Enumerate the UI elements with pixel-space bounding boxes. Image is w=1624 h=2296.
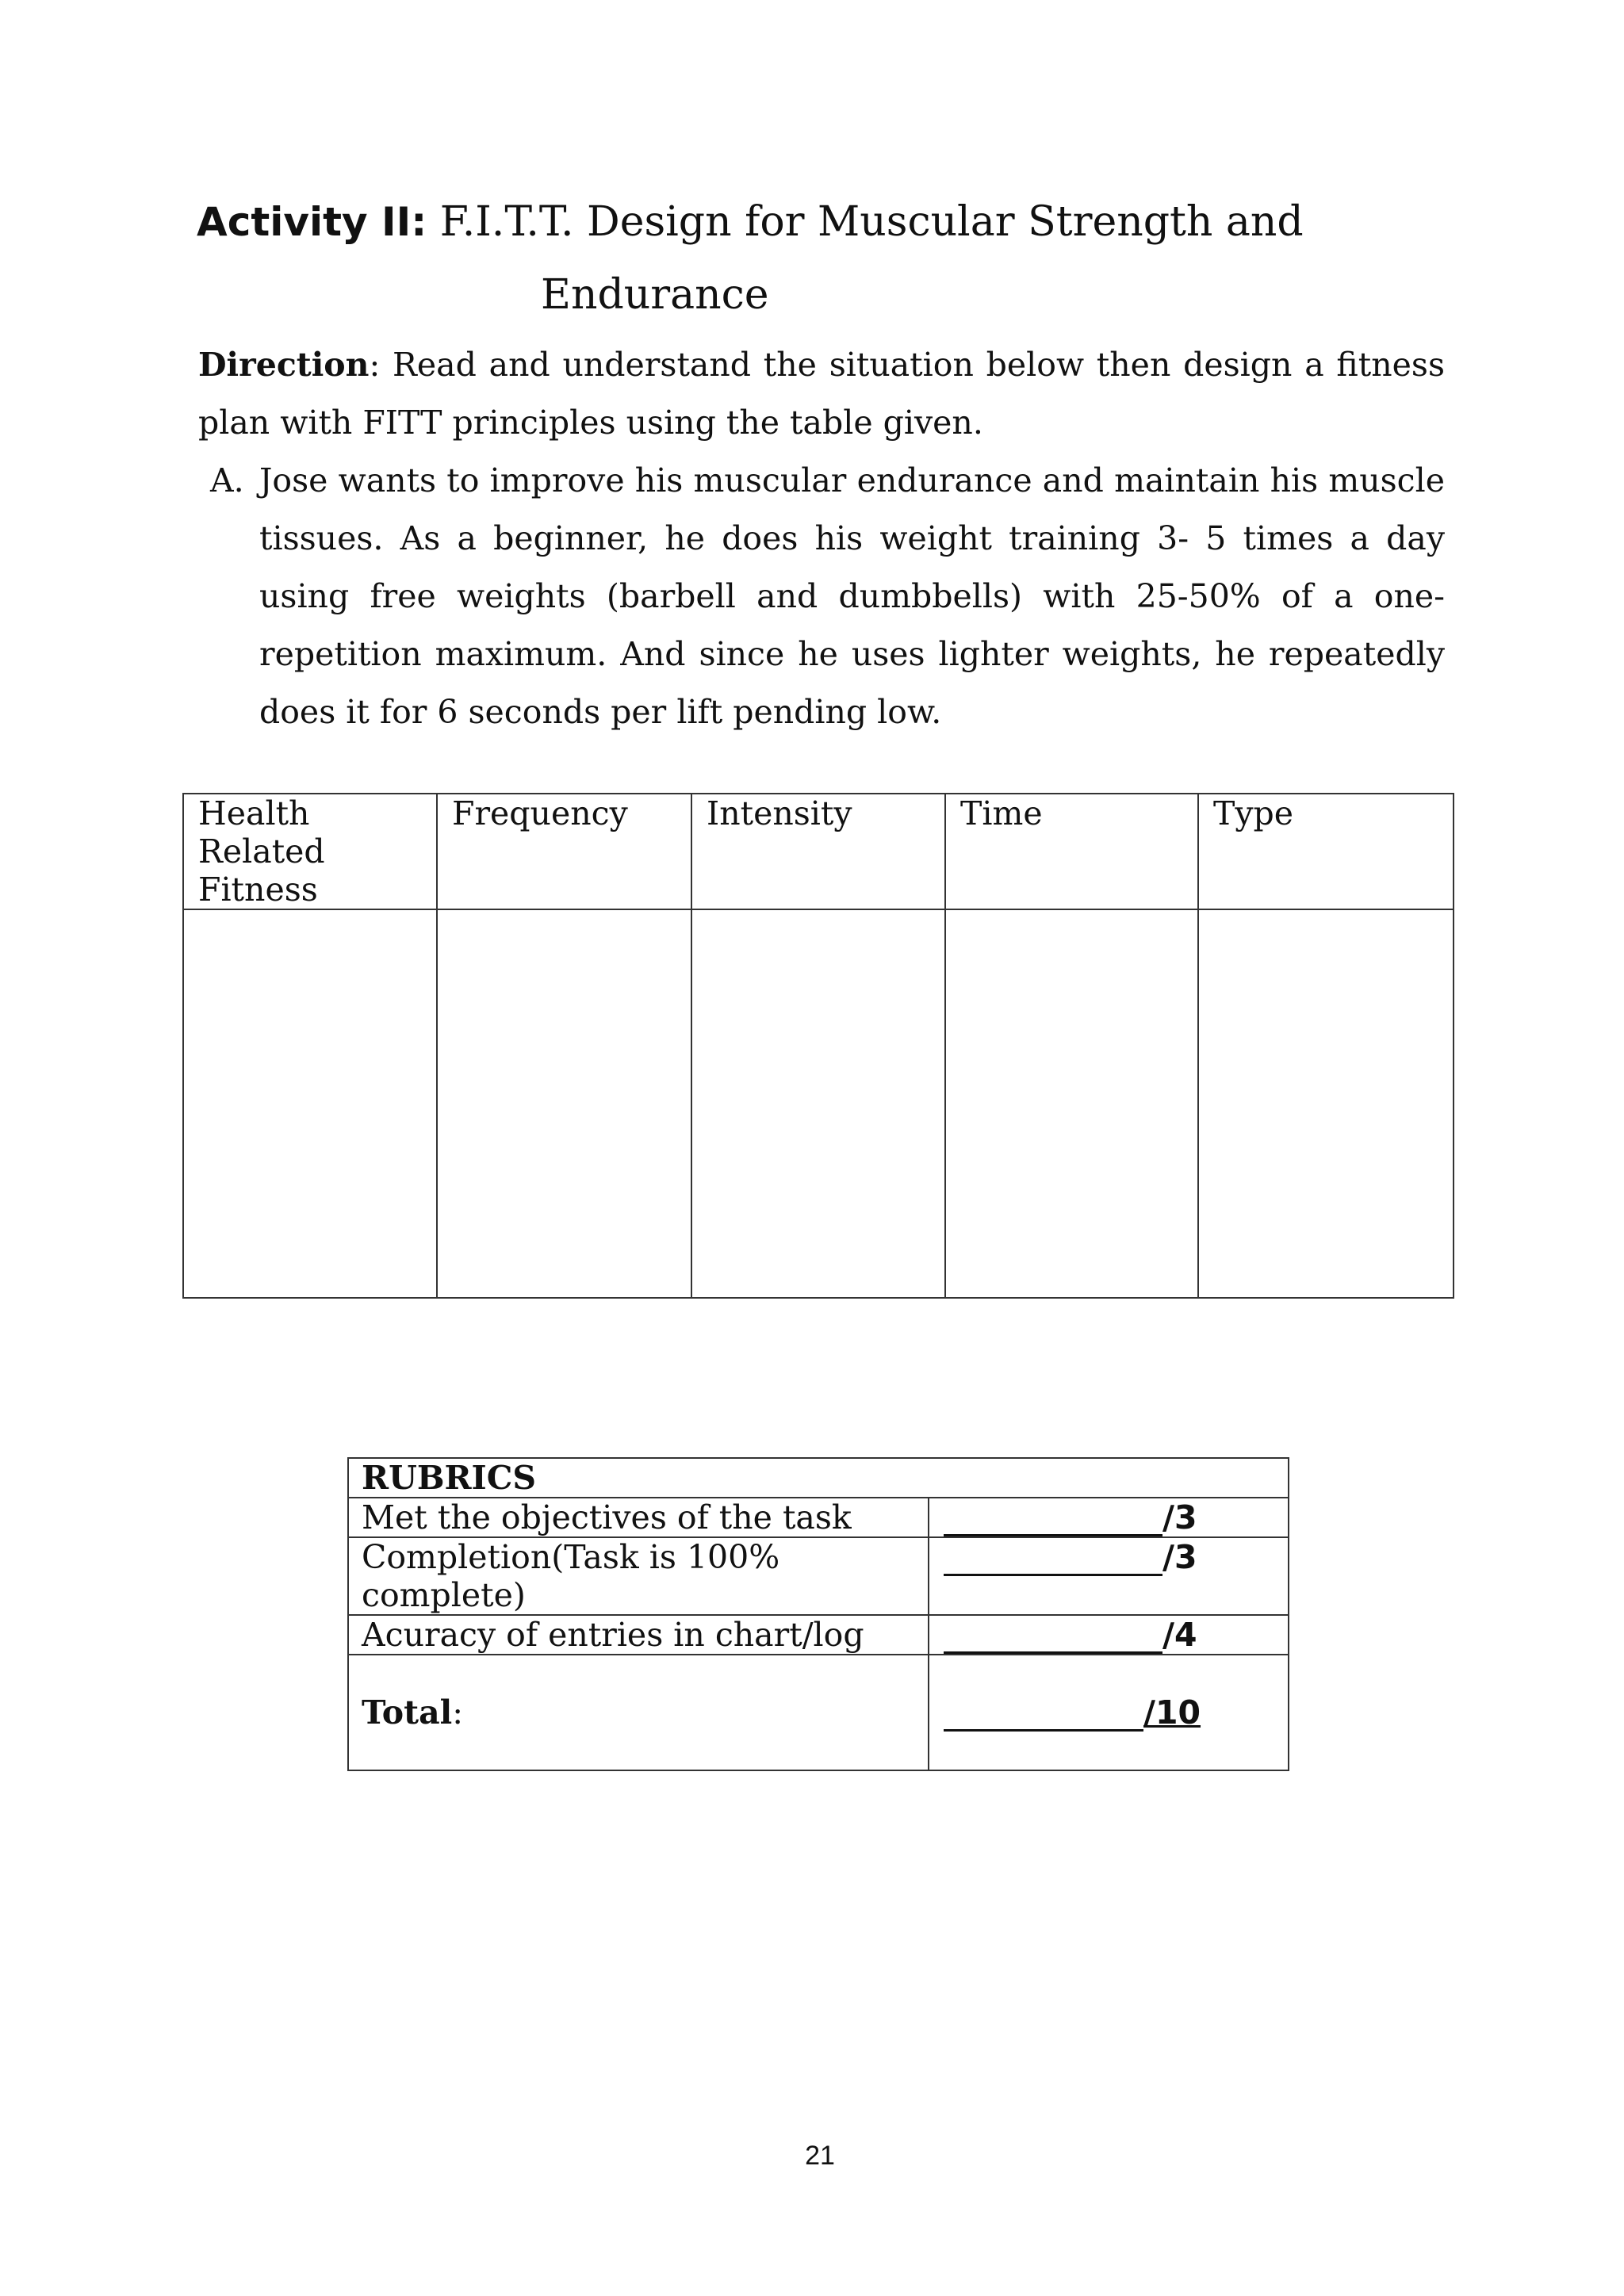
rubric-max-score: /3: [1162, 1498, 1197, 1536]
rubric-score: [929, 1498, 1289, 1537]
total-blank[interactable]: [944, 1694, 1143, 1732]
direction-text: : Read and understand the situation below then design a fitness plan with FITT principles using the table given.: [198, 346, 1445, 442]
rubric-max-score: /4: [1162, 1616, 1197, 1654]
rubric-score: [929, 1615, 1289, 1655]
activity-title: [197, 193, 1304, 251]
rubric-row: [348, 1537, 1289, 1615]
activity-label: Activity II:: [197, 199, 427, 245]
total-max-score: /10: [1143, 1693, 1201, 1732]
total-label: Total: [362, 1693, 453, 1732]
answer-cell-frequency[interactable]: [437, 909, 691, 1298]
page-number: 21: [805, 2141, 835, 2171]
fitt-table: [182, 793, 1454, 1299]
rubrics-header-row: [348, 1458, 1289, 1498]
rubric-score: [929, 1537, 1289, 1615]
score-blank[interactable]: [944, 1499, 1162, 1536]
activity-title-continuation: Endurance: [541, 271, 769, 319]
header-time: Time: [945, 794, 1198, 909]
direction-paragraph: [198, 336, 1445, 452]
total-score: [929, 1655, 1289, 1770]
header-frequency: Frequency: [437, 794, 691, 909]
rubric-criterion: Met the objectives of the task: [348, 1498, 929, 1537]
header-intensity: Intensity: [691, 794, 945, 909]
direction-label: Direction: [198, 346, 370, 384]
answer-cell-intensity[interactable]: [691, 909, 945, 1298]
rubric-criterion: Acuracy of entries in chart/log: [348, 1615, 929, 1655]
rubric-row: [348, 1615, 1289, 1655]
fitt-header-row: [183, 794, 1454, 909]
rubric-row: [348, 1498, 1289, 1537]
situation-text: Jose wants to improve his muscular endurance and maintain his muscle tissues. As a beginner, he does his weight training 3- 5 times a day using free weights (barbell and dumbbells) with 25-50% of a one-repetition maximum. And since he uses lighter weights, he repeatedly does it for 6 seconds per lift pending low.: [259, 461, 1445, 731]
situation-marker: A.: [210, 461, 244, 499]
header-health-related-fitness: Health Related Fitness: [183, 794, 437, 909]
situation-item: [210, 452, 1445, 741]
answer-cell-time[interactable]: [945, 909, 1198, 1298]
rubric-total-row: [348, 1655, 1289, 1770]
fitt-answer-row: [183, 909, 1454, 1298]
rubrics-table: [347, 1457, 1289, 1771]
score-blank[interactable]: [944, 1617, 1162, 1654]
rubric-criterion: Completion(Task is 100% complete): [348, 1537, 929, 1615]
total-colon: :: [452, 1693, 464, 1732]
score-blank[interactable]: [944, 1539, 1162, 1576]
total-label-cell: [348, 1655, 929, 1770]
rubrics-title: RUBRICS: [348, 1458, 1289, 1498]
rubric-max-score: /3: [1162, 1538, 1197, 1576]
answer-cell-health-related-fitness[interactable]: [183, 909, 437, 1298]
answer-cell-type[interactable]: [1198, 909, 1454, 1298]
activity-title-text: F.I.T.T. Design for Muscular Strength and: [427, 198, 1304, 246]
header-type: Type: [1198, 794, 1454, 909]
